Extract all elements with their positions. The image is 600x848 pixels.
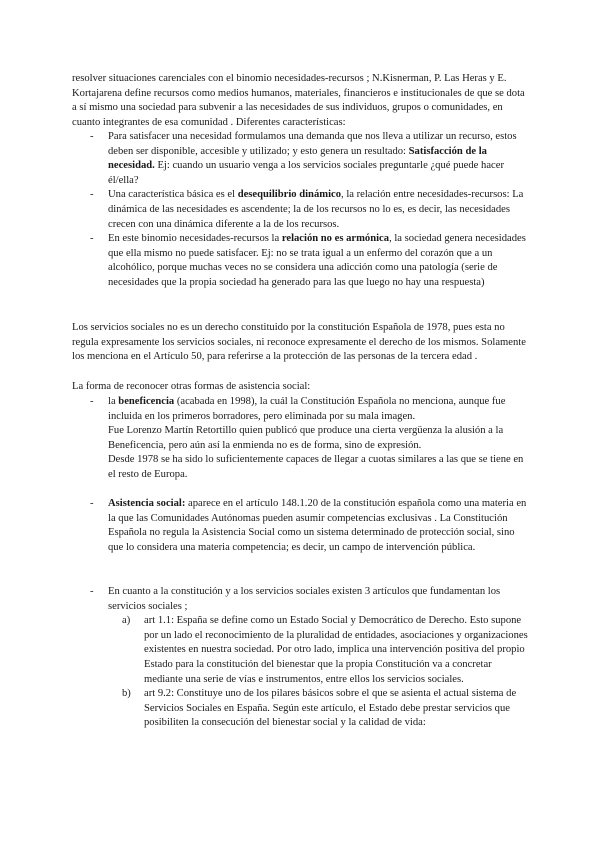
article-item: a) art 1.1: España se define como un Estado Social y Democrático de Derecho. Esto supone por un lado el reconocimiento de la pluralidad de entidades, asociaciones y organizaciones existentes en nuestra sociedad. Por otro lado, implica una intervención positiva del propio Estado para la constitución del bienestar que la propia Constitución va a concretar mediante una serie de vías e instrumentos, entre ellos los servicios sociales.	[122, 615, 528, 685]
beneficencia-item: - la beneficencia (acabada en 1998), la cuál la Constitución Española no menciona, aunque fue incluida en los primeros borradores, pero eliminada por su mala imagen. Fue Lorenzo Martín Retortillo quien publicó que produce una cierta vergüenza la alusión a la Beneficencia, pero aún así la enmienda no es de forma, sino de expresión. Desde 1978 se ha sido lo suficientemente capaces de llegar a cuotas similares a las que se tiene en el resto de Europa.	[72, 395, 532, 483]
forms-heading: La forma de reconocer otras formas de asistencia social:	[72, 381, 311, 392]
beneficencia-note: Fue Lorenzo Martín Retortillo quien publicó que produce una cierta vergüenza la alusión a la Beneficencia, pero aún así la enmienda no es de forma, sino de expresión.	[108, 425, 504, 451]
bullet-dash: -	[90, 498, 94, 509]
bullet-dash: -	[90, 189, 94, 201]
constitution-item: - En cuanto a la constitución y a los servicios sociales existen 3 artículos que fundamentan los servicios sociales ; a) art 1.1: España se define como un Estado Social y Democrático de Derecho. Esto supone por un lado el reconocimiento de la pluralidad de entidades, asociaciones y organizaciones existentes en nuestra sociedad. Por otro lado, implica una intervención positiva del propio Estado para la constitución del bienestar que la propia Constitución va a concretar mediante una serie de vías e instrumentos, entre ellos los servicios sociales. b) art 9.2: Constituye uno de los pilares básicos sobre el que se asienta el actual sistema de Servicios Sociales en España. Según este artículo, el Estado debe prestar servicios que posibiliten la consecución del bienestar social y la calidad de vida:	[72, 585, 532, 731]
list-item: - En este binomio necesidades-recursos la relación no es armónica, la sociedad genera necesidades que ella mismo no puede satisfacer. Ej: no se trata igual a un enfermo del corazón que a un alcohólico, porque muchas veces no se considera una adicción como una patología (serie de necesidades que la propia sociedad ha generado para las que luego no hay una respuesta)	[90, 233, 526, 288]
bullet-dash: -	[90, 233, 94, 245]
characteristics-list	[72, 130, 532, 291]
list-letter: b)	[122, 688, 131, 700]
asistencia-item: - Asistencia social: aparece en el artículo 148.1.20 de la constitución española como una materia en la que las Comunidades Autónomas pueden asumir competencias exclusivas . La Constitución Española no regula la Asistencia Social como un sistema determinado de protección social, sino que lo considera una materia competencia; es decir, un campo de intervención pública.	[90, 498, 527, 553]
intro-paragraph: resolver situaciones carenciales con el binomio necesidades-recursos ; N.Kisnerman, P. Las Heras y E. Kortajarena define recursos como medios humanos, materiales, financieros e institucionales de que se dota a sí mismo una sociedad para subvenir a las necesidades de sus individuos, grupos o comunidades, en cuanto integrantes de esa comunidad . Diferentes características:	[72, 73, 525, 128]
bullet-dash: -	[90, 396, 94, 407]
bullet-dash: -	[90, 586, 94, 597]
bullet-dash: -	[90, 131, 94, 142]
services-paragraph: Los servicios sociales no es un derecho constituido por la constitución Española de 1978, pues esta no regula expresamente los servicios sociales, ni reconoce expresamente el derecho de los mismos. Solamente los menciona en el Artículo 50, para referirse a la protección de las personas de la tercera edad .	[72, 322, 526, 363]
list-item: - Para satisfacer una necesidad formulamos una demanda que nos lleva a utilizar un recurso, estos deben ser disponible, accesible y utilizado; y esto genera un resultado: Satisfacción de la necesidad. Ej: cuando un usuario venga a los servicios sociales preguntarle ¿qué puede hacer él/ella?	[90, 131, 517, 186]
beneficencia-note: Desde 1978 se ha sido lo suficientemente capaces de llegar a cuotas similares a las que se tiene en el resto de Europa.	[108, 454, 524, 480]
article-item: b) art 9.2: Constituye uno de los pilares básicos sobre el que se asienta el actual sistema de Servicios Sociales en España. Según este artículo, el Estado debe prestar servicios que posibiliten la consecución del bienestar social y la calidad de vida:	[122, 688, 517, 729]
list-item: - Una característica básica es el desequilibrio dinámico, la relación entre necesidades-recursos: La dinámica de las necesidades es ascendente; la de los recursos no lo es, es decir, las necesidades crecen con una dinámica diferente a la de los recursos.	[90, 189, 524, 230]
list-letter: a)	[122, 615, 131, 627]
